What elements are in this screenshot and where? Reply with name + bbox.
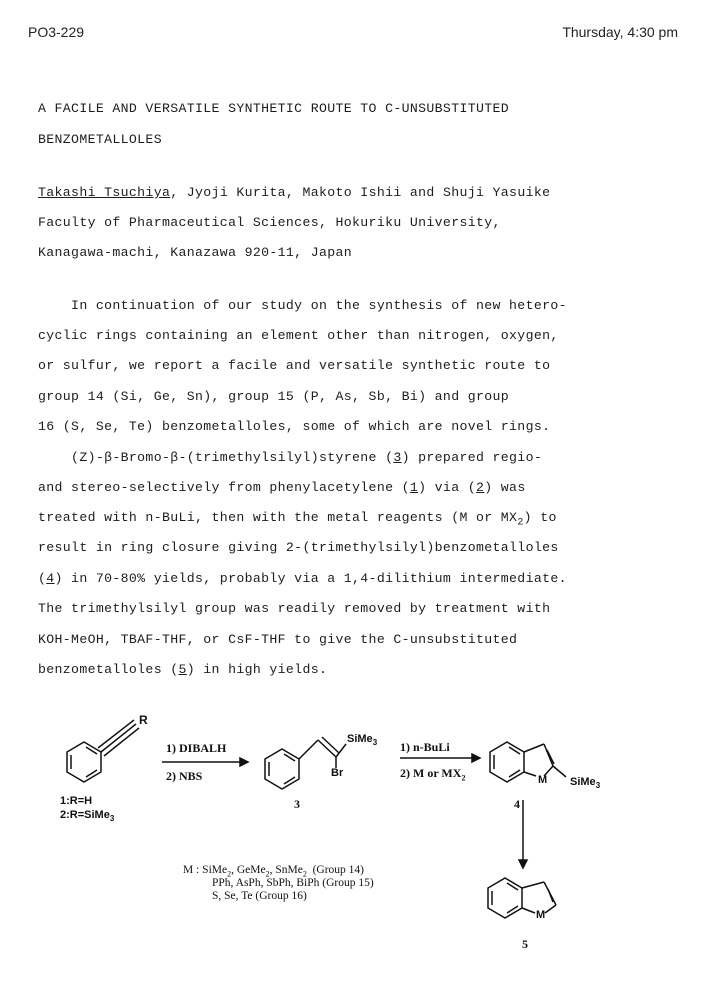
phenylacetylene-structure — [67, 720, 139, 782]
address: Kanagawa-machi, Kanazawa 920-11, Japan — [38, 245, 353, 260]
presenting-author: Takashi Tsuchiya — [38, 185, 171, 200]
abstract-line: KOH-MeOH, TBAF-THF, or CsF-THF to give the C-unsubstituted — [38, 632, 518, 647]
abstract-line: In continuation of our study on the synthesis of new hetero- — [38, 298, 567, 313]
reaction-arrow-3 — [519, 800, 527, 868]
affiliation: Faculty of Pharmaceutical Sciences, Hokuriku University, — [38, 215, 501, 230]
abstract-line: The trimethylsilyl group was readily removed by treatment with — [38, 601, 551, 616]
title-line-1: A FACILE AND VERSATILE SYNTHETIC ROUTE TO C-UNSUBSTITUTED — [38, 101, 510, 116]
abstract-line: or sulfur, we report a facile and versatile synthetic route to — [38, 358, 551, 373]
legend-group-14: M : SiMe$_2$, GeMe$_2$, SnMe$_2$ (Group 14) — [183, 864, 364, 879]
legend-group-15: PPh, AsPh, SbPh, BiPh (Group 15) — [212, 877, 374, 889]
co-authors: , Jyoji Kurita, Makoto Ishii and Shuji Yasuike — [170, 185, 551, 200]
reaction-arrow-2 — [400, 754, 480, 762]
reagent-nbs: 2) NBS — [166, 769, 203, 783]
abstract-line: 16 (S, Se, Te) benzometalloles, some of which are novel rings. — [38, 419, 551, 434]
compound-ref-4: 4 — [46, 571, 55, 586]
abstract-line: benzometalloles (5) in high yields. — [38, 662, 328, 677]
compound-2-label: 2:R=SiMe$_3$ — [60, 809, 115, 824]
reaction-arrow-1 — [162, 758, 248, 766]
metal-label-4: M — [538, 774, 548, 786]
sime3-label-3: SiMe$_3$ — [347, 733, 378, 748]
r-substituent-label: R — [139, 713, 148, 727]
abstract-line: cyclic rings containing an element other than nitrogen, oxygen, — [38, 328, 559, 343]
abstract-code: PO3-229 — [28, 24, 85, 40]
sime3-label-4: SiMe$_3$ — [570, 776, 601, 791]
bromostyrene-structure — [265, 737, 346, 789]
reagent-metal: 2) M or $MX_2$ — [400, 766, 466, 783]
compound-ref-3: 3 — [393, 450, 402, 465]
metal-label-5: M — [536, 909, 546, 921]
title-line-2: BENZOMETALLOLES — [38, 132, 162, 147]
legend-group-16: S, Se, Te (Group 16) — [212, 890, 307, 902]
abstract-line: treated with n-BuLi, then with the metal reagents (M or $MX_2$) to — [38, 510, 557, 529]
compound-ref-1: 1 — [409, 480, 419, 495]
compound-ref-2: 2 — [476, 480, 485, 495]
abstract-line: and stereo-selectively from phenylacetylene (1) via (2) was — [38, 480, 526, 495]
reagent-dibalh: 1) DIBALH — [166, 741, 227, 755]
silyl-benzometallole-structure — [490, 742, 566, 782]
abstract-line: (4) in 70-80% yields, probably via a 1,4-dilithium intermediate. — [38, 571, 567, 586]
session-time: Thursday, 4:30 pm — [562, 24, 678, 40]
compound-1-label: 1:R=H — [60, 795, 93, 807]
compound-5-number: 5 — [522, 937, 528, 951]
bromine-label: Br — [331, 767, 344, 779]
abstract-line: (Z)-β-Bromo-β-(trimethylsilyl)styrene (3) prepared regio- — [38, 450, 543, 465]
reagent-nbuli: 1) n-BuLi — [400, 740, 450, 754]
compound-3-number: 3 — [294, 797, 300, 811]
benzometallole-structure — [488, 878, 556, 918]
abstract-line: group 14 (Si, Ge, Sn), group 15 (P, As, Sb, Bi) and group — [38, 389, 510, 404]
compound-4-number: 4 — [514, 797, 520, 811]
abstract-line: result in ring closure giving 2-(trimethylsilyl)benzometalloles — [38, 540, 559, 555]
compound-ref-5: 5 — [178, 662, 187, 677]
